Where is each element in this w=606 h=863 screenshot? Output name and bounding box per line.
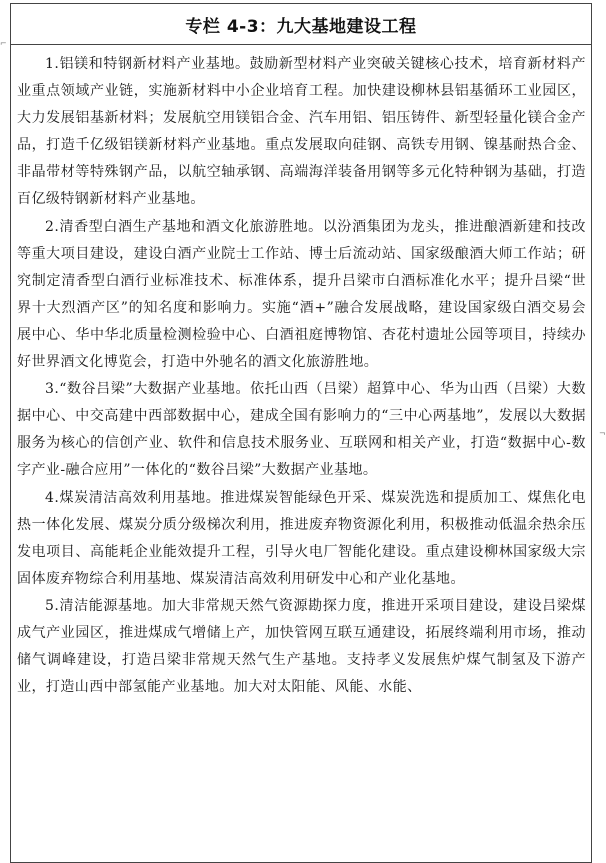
page-edge-mark-left: ⌐ [0,39,7,48]
title-row [11,4,591,45]
paragraph-coal-utilization-base: 4.煤炭清洁高效利用基地。推进煤炭智能绿色开采、煤炭洗选和提质加工、煤焦化电热一体化发展、煤炭分质分级梯次利用，推进废弃物资源化利用，积极推动低温余热余压发电项目、高能耗企业能效提升工程，引导火电厂智能化建设。重点建设柳林国家级大宗固体废弃物综合利用基地、煤炭清洁高效利用研发中心和产业化基地。 [17,489,586,587]
paragraph-clean-energy-base: 5.清洁能源基地。加大非常规天然气资源勘探力度，推进开采项目建设，建设吕梁煤成气产业园区，推进煤成气增储上产，加快管网互联互通建设，拓展终端利用市场，推动储气调峰建设，打造吕梁非常规天然气生产基地。支持孝义发展焦炉煤气制氢及下游产业，打造山西中部氢能产业基地。加大对太阳能、风能、水能、 [17,597,586,696]
box-body [11,45,591,701]
feature-box [10,3,592,863]
box-title: 专栏 4-3：九大基地建设工程 [185,16,417,37]
paragraph-liquor-base: 2.清香型白酒生产基地和酒文化旅游胜地。以汾酒集团为龙头，推进酿酒新建和技改等重大项目建设，建设白酒产业院士工作站、博士后流动站、国家级酿酒大师工作站；研究制定清香型白酒行业标准技术、标准体系，提升吕梁市白酒标准化水平；提升吕梁“世界十大烈酒产区”的知名度和影响力。实施“酒+”融合发展战略，建设国家级白酒交易会展中心、华中华北质量检测检验中心、白酒祖庭博物馆、杏花村遗址公园等项目，持续办好世界酒文化博览会，打造中外驰名的酒文化旅游胜地。 [17,218,586,371]
page-edge-mark-right: ¬ [599,429,606,438]
paragraph-big-data-base: 3.“数谷吕梁”大数据产业基地。依托山西（吕梁）超算中心、华为山西（吕梁）大数据中心、中交高建中西部数据中心，建成全国有影响力的“三中心两基地”，发展以大数据服务为核心的信创产业、软件和信息技术服务业、互联网和相关产业，打造“数据中心-数字产业-融合应用”一体化的“数谷吕梁”大数据产业基地。 [17,381,586,479]
paragraph-aluminum-magnesium-steel: 1.铝镁和特钢新材料产业基地。鼓励新型材料产业突破关键核心技术，培育新材料产业重点领域产业链，实施新材料中小企业培育工程。加快建设柳林县铝基循环工业园区，大力发展铝基新材料；发展航空用镁铝合金、汽车用铝、铝压铸件、新型轻量化镁合金产品，打造千亿级铝镁新材料产业基地。重点发展取向硅钢、高铁专用钢、镍基耐热合金、非晶带材等特殊钢产品，以航空轴承钢、高端海洋装备用钢等多元化特种钢为基础，打造百亿级特钢新材料产业基地。 [17,56,586,208]
